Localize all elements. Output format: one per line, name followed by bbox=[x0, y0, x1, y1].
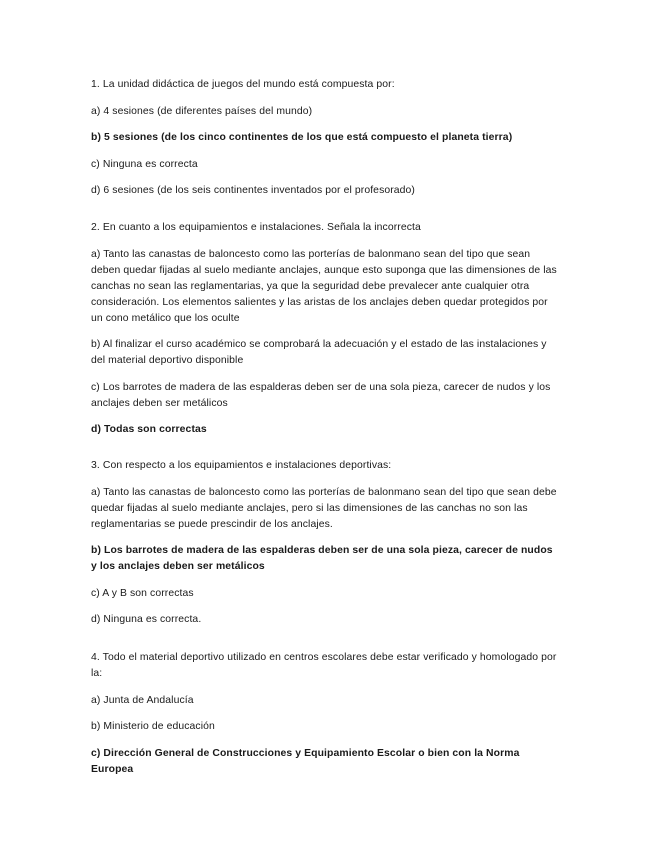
correct-answer-option: c) Dirección General de Construcciones y Equipamiento Escolar o bien con la Norma Europea bbox=[91, 747, 520, 775]
answer-option: a) Junta de Andalucía bbox=[91, 694, 194, 706]
answer-option: a) Tanto las canastas de baloncesto como las porterías de balonmano sean del tipo que sean deben quedar fijadas al suelo mediante anclajes, aunque esto suponga que las dimensiones de las canchas no sean las reglamentarias, ya que la seguridad debe prevalecer ante cualquier otra consideración. Los elementos salientes y las aristas de los anclajes deben quedar protegidos por un cono metálico que los oculte bbox=[91, 248, 557, 324]
answer-option: b) Al finalizar el curso académico se comprobará la adecuación y el estado de las instalaciones y del material deportivo disponible bbox=[91, 339, 547, 366]
answer-option: c) Ninguna es correcta bbox=[91, 158, 198, 170]
question-stem: 2. En cuanto a los equipamientos e instalaciones. Señala la incorrecta bbox=[91, 222, 421, 233]
answer-option: c) Los barrotes de madera de las espalderas deben ser de una sola pieza, carecer de nudos y los anclajes deben ser metálicos bbox=[91, 381, 551, 409]
answer-option: c) A y B son correctas bbox=[91, 587, 194, 599]
answer-option: a) 4 sesiones (de diferentes países del mundo) bbox=[91, 105, 313, 117]
correct-answer-option: d) Todas son correctas bbox=[91, 424, 207, 435]
answer-option: d) 6 sesiones (de los seis continentes inventados por el profesorado) bbox=[91, 185, 415, 196]
question-1 bbox=[91, 77, 561, 210]
correct-answer-option: b) Los barrotes de madera de las espalderas deben ser de una sola pieza, carecer de nudos y los anclajes deben ser metálicos bbox=[91, 545, 553, 572]
correct-answer-option: b) 5 sesiones (de los cinco continentes de los que está compuesto el planeta tierra) bbox=[91, 132, 513, 143]
question-stem: 4. Todo el material deportivo utilizado en centros escolares debe estar verificado y homologado por la: bbox=[91, 652, 557, 679]
question-3 bbox=[91, 458, 561, 639]
answer-option: a) Tanto las canastas de baloncesto como las porterías de balonmano sean del tipo que sean debe quedar fijadas al suelo mediante anclajes, pero si las dimensiones de las canchas no son las reglamentarias se puede prescindir de los anclajes. bbox=[91, 486, 557, 530]
answer-option: d) Ninguna es correcta. bbox=[91, 614, 202, 625]
question-2 bbox=[91, 220, 561, 449]
question-4 bbox=[91, 650, 561, 788]
answer-option: b) Ministerio de educación bbox=[91, 721, 215, 732]
question-stem: 3. Con respecto a los equipamientos e instalaciones deportivas: bbox=[91, 460, 392, 471]
question-stem: 1. La unidad didáctica de juegos del mundo está compuesta por: bbox=[91, 79, 395, 90]
